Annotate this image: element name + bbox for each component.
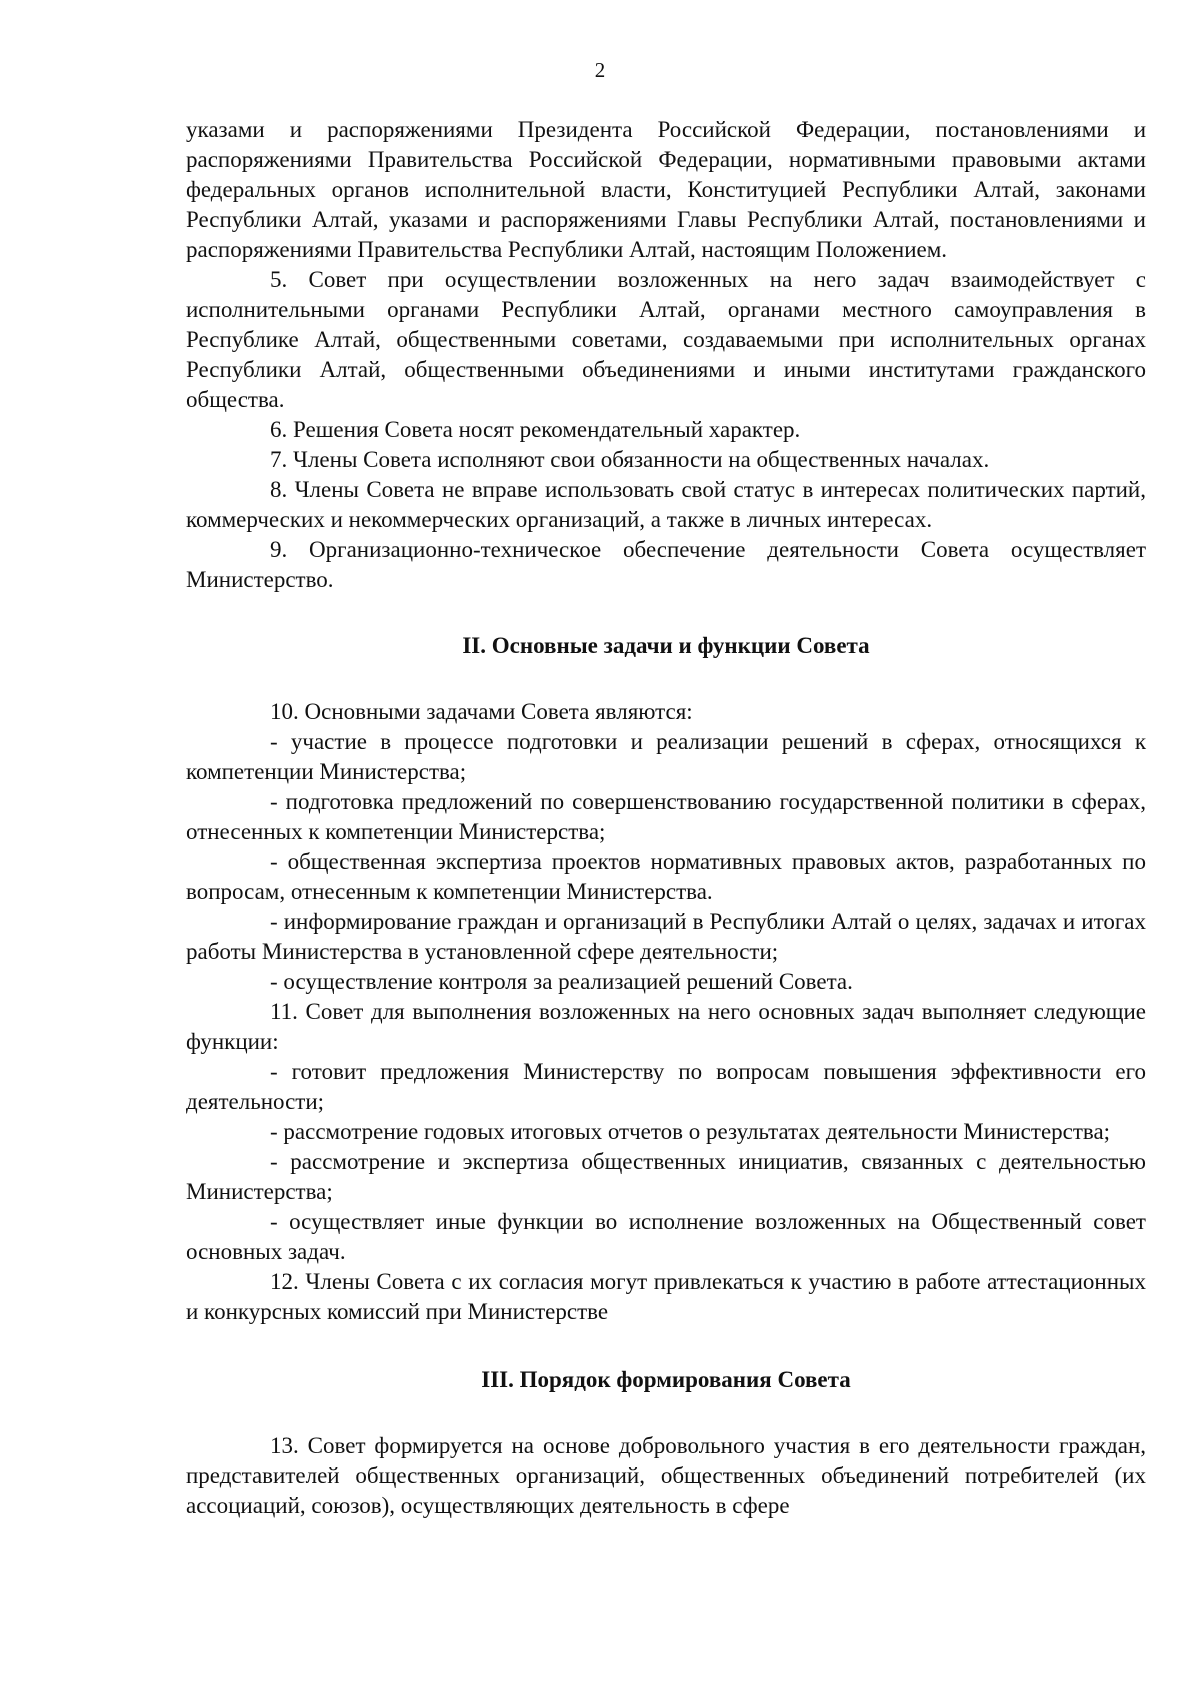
paragraph-continuation: указами и распоряжениями Президента Российской Федерации, постановлениями и распоряжениями Правительства Российской Федерации, нормативными правовыми актами федеральных органов исполнительной власти, Конституцией Республики Алтай, законами Республики Алтай, указами и распоряжениями Главы Республики Алтай, постановлениями и распоряжениями Правительства Республики Алтай, настоящим Положением. [186,117,1146,262]
task-item: - информирование граждан и организаций в Республики Алтай о целях, задачах и итогах работы Министерства в установленной сфере деятельности; [186,909,1146,964]
paragraph-7: 7. Члены Совета исполняют свои обязанности на общественных началах. [270,447,990,472]
page-number: 2 [594,58,606,82]
paragraph-8: 8. Члены Совета не вправе использовать свой статус в интересах политических партий, коммерческих и некоммерческих организаций, а также в личных интересах. [186,477,1146,532]
task-item: - подготовка предложений по совершенствованию государственной политики в сферах, отнесенных к компетенции Министерства; [186,789,1146,844]
paragraph-9: 9. Организационно-техническое обеспечение деятельности Совета осуществляет Министерство. [186,537,1146,592]
document-body [186,115,1146,1521]
paragraph-11: 11. Совет для выполнения возложенных на него основных задач выполняет следующие функции: [186,999,1146,1054]
task-item: - осуществление контроля за реализацией решений Совета. [270,969,853,994]
function-item: - рассмотрение годовых итоговых отчетов о результатах деятельности Министерства; [270,1119,1111,1144]
paragraph-10: 10. Основными задачами Совета являются: [270,699,693,724]
function-item: - готовит предложения Министерству по вопросам повышения эффективности его деятельности; [186,1059,1146,1114]
section-heading-2: II. Основные задачи и функции Совета [462,633,870,658]
task-item: - участие в процессе подготовки и реализации решений в сферах, относящихся к компетенции Министерства; [186,729,1146,784]
paragraph-12: 12. Члены Совета с их согласия могут привлекаться к участию в работе аттестационных и конкурсных комиссий при Министерстве [186,1269,1146,1324]
section-heading-3: III. Порядок формирования Совета [481,1367,851,1392]
paragraph-5: 5. Совет при осуществлении возложенных на него задач взаимодействует с исполнительными органами Республики Алтай, органами местного самоуправления в Республике Алтай, общественными советами, создаваемыми при исполнительных органах Республики Алтай, общественными объединениями и иными институтами гражданского общества. [186,267,1146,412]
function-item: - осуществляет иные функции во исполнение возложенных на Общественный совет основных задач. [186,1209,1146,1264]
task-item: - общественная экспертиза проектов нормативных правовых актов, разработанных по вопросам, отнесенным к компетенции Министерства. [186,849,1146,904]
paragraph-13: 13. Совет формируется на основе добровольного участия в его деятельности граждан, представителей общественных организаций, общественных объединений потребителей (их ассоциаций, союзов), осуществляющих деятельность в сфере [186,1433,1146,1518]
paragraph-6: 6. Решения Совета носят рекомендательный характер. [270,417,801,442]
function-item: - рассмотрение и экспертиза общественных инициатив, связанных с деятельностью Министерства; [186,1149,1146,1204]
